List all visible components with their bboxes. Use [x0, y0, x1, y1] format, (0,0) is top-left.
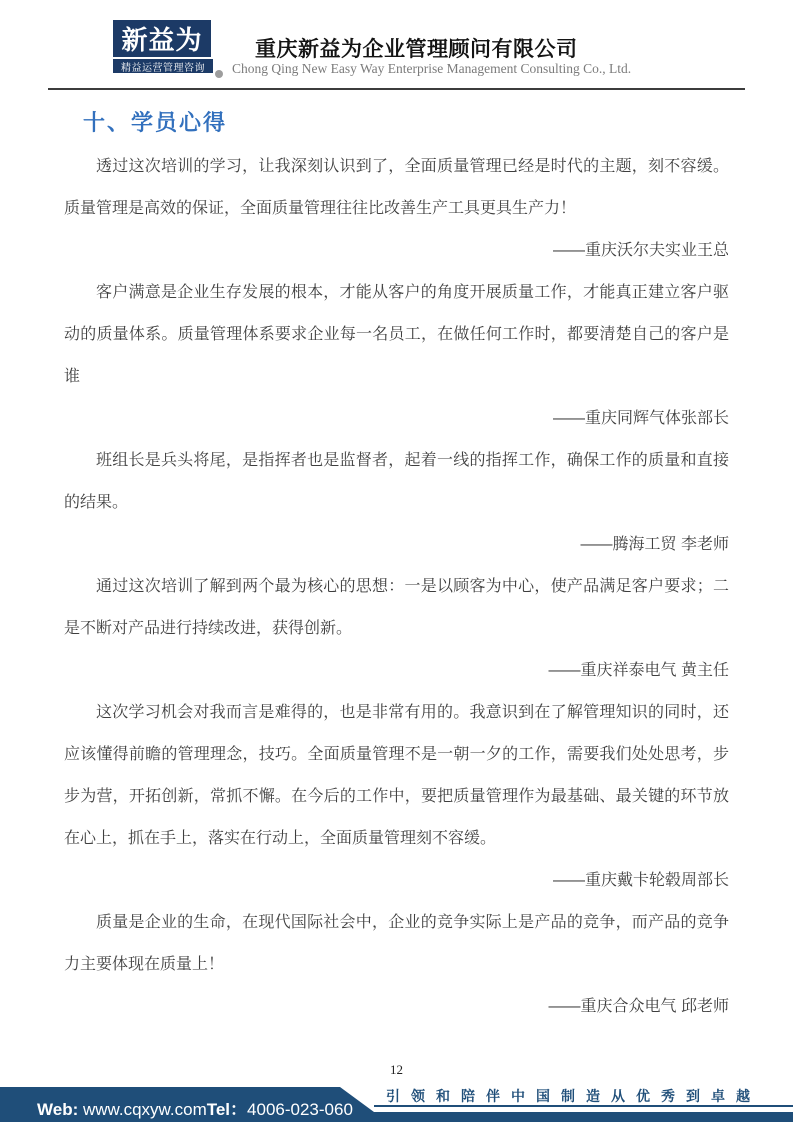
testimonial [64, 692, 729, 902]
footer-slogan: 引领和陪伴中国制造从优秀到卓越 [386, 1088, 761, 1104]
footer-contact-info [37, 1095, 353, 1120]
testimonial-text: 这次学习机会对我而言是难得的，也是非常有用的。我意识到在了解管理知识的同时，还应该懂得前瞻的管理理念，技巧。全面质量管理不是一朝一夕的工作，需要我们处处思考，步步为营，开拓创新，常抓不懈。在今后的工作中，要把质量管理作为最基础、最关键的环节放在心上，抓在手上，落实在行动上，全面质量管理刻不容缓。 [64, 704, 729, 847]
testimonial-text: 客户满意是企业生存发展的根本，才能从客户的角度开展质量工作，才能真正建立客户驱动的质量体系。质量管理体系要求企业每一名员工，在做任何工作时，都要清楚自己的客户是谁 [64, 284, 729, 385]
testimonials-section [64, 146, 729, 1028]
testimonial [64, 146, 729, 272]
logo-tagline: 精益运营管理咨询 [113, 59, 213, 73]
testimonial-attribution: ——重庆戴卡轮毂周部长 [552, 872, 729, 889]
page-number: 12 [390, 1062, 403, 1077]
testimonial-attribution: ——重庆祥泰电气 黄主任 [548, 662, 729, 679]
testimonial-attribution: ——重庆合众电气 邱老师 [548, 998, 729, 1015]
testimonial-text: 通过这次培训了解到两个最为核心的思想：一是以顾客为中心，使产品满足客户要求；二是不断对产品进行持续改进，获得创新。 [64, 578, 729, 637]
footer-phone-number: 4006-023-060 [247, 1100, 353, 1119]
testimonial-attribution: ——重庆沃尔夫实业王总 [552, 242, 729, 259]
logo-wordmark: 新益为 [113, 20, 211, 57]
testimonial-attribution: ——重庆同辉气体张部长 [552, 410, 729, 427]
footer-web-label: Web: [37, 1100, 79, 1119]
logo-bullet-dot [215, 70, 223, 78]
testimonial-text: 透过这次培训的学习，让我深刻认识到了，全面质量管理已经是时代的主题，刻不容缓。质量管理是高效的保证，全面质量管理往往比改善生产工具更具生产力！ [64, 158, 729, 217]
testimonial-text: 质量是企业的生命，在现代国际社会中，企业的竞争实际上是产品的竞争，而产品的竞争力主要体现在质量上！ [64, 914, 729, 973]
testimonial [64, 440, 729, 566]
testimonial [64, 566, 729, 692]
footer-tel-label: Tel： [206, 1100, 248, 1119]
testimonial-text: 班组长是兵头将尾，是指挥者也是监督者，起着一线的指挥工作，确保工作的质量和直接的结果。 [64, 452, 729, 511]
slogan-underline [374, 1105, 793, 1107]
company-name-chinese: 重庆新益为企业管理顾问有限公司 [255, 38, 578, 61]
company-name-english: Chong Qing New Easy Way Enterprise Management Consulting Co., Ltd. [232, 61, 632, 76]
testimonial-attribution: ——腾海工贸 李老师 [580, 536, 729, 553]
header-divider [48, 88, 745, 90]
footer-website-url: www.cqxyw.com [82, 1100, 207, 1119]
testimonial [64, 902, 729, 1028]
section-heading: 十、学员心得 [83, 110, 228, 135]
testimonial [64, 272, 729, 440]
company-logo [113, 20, 223, 73]
